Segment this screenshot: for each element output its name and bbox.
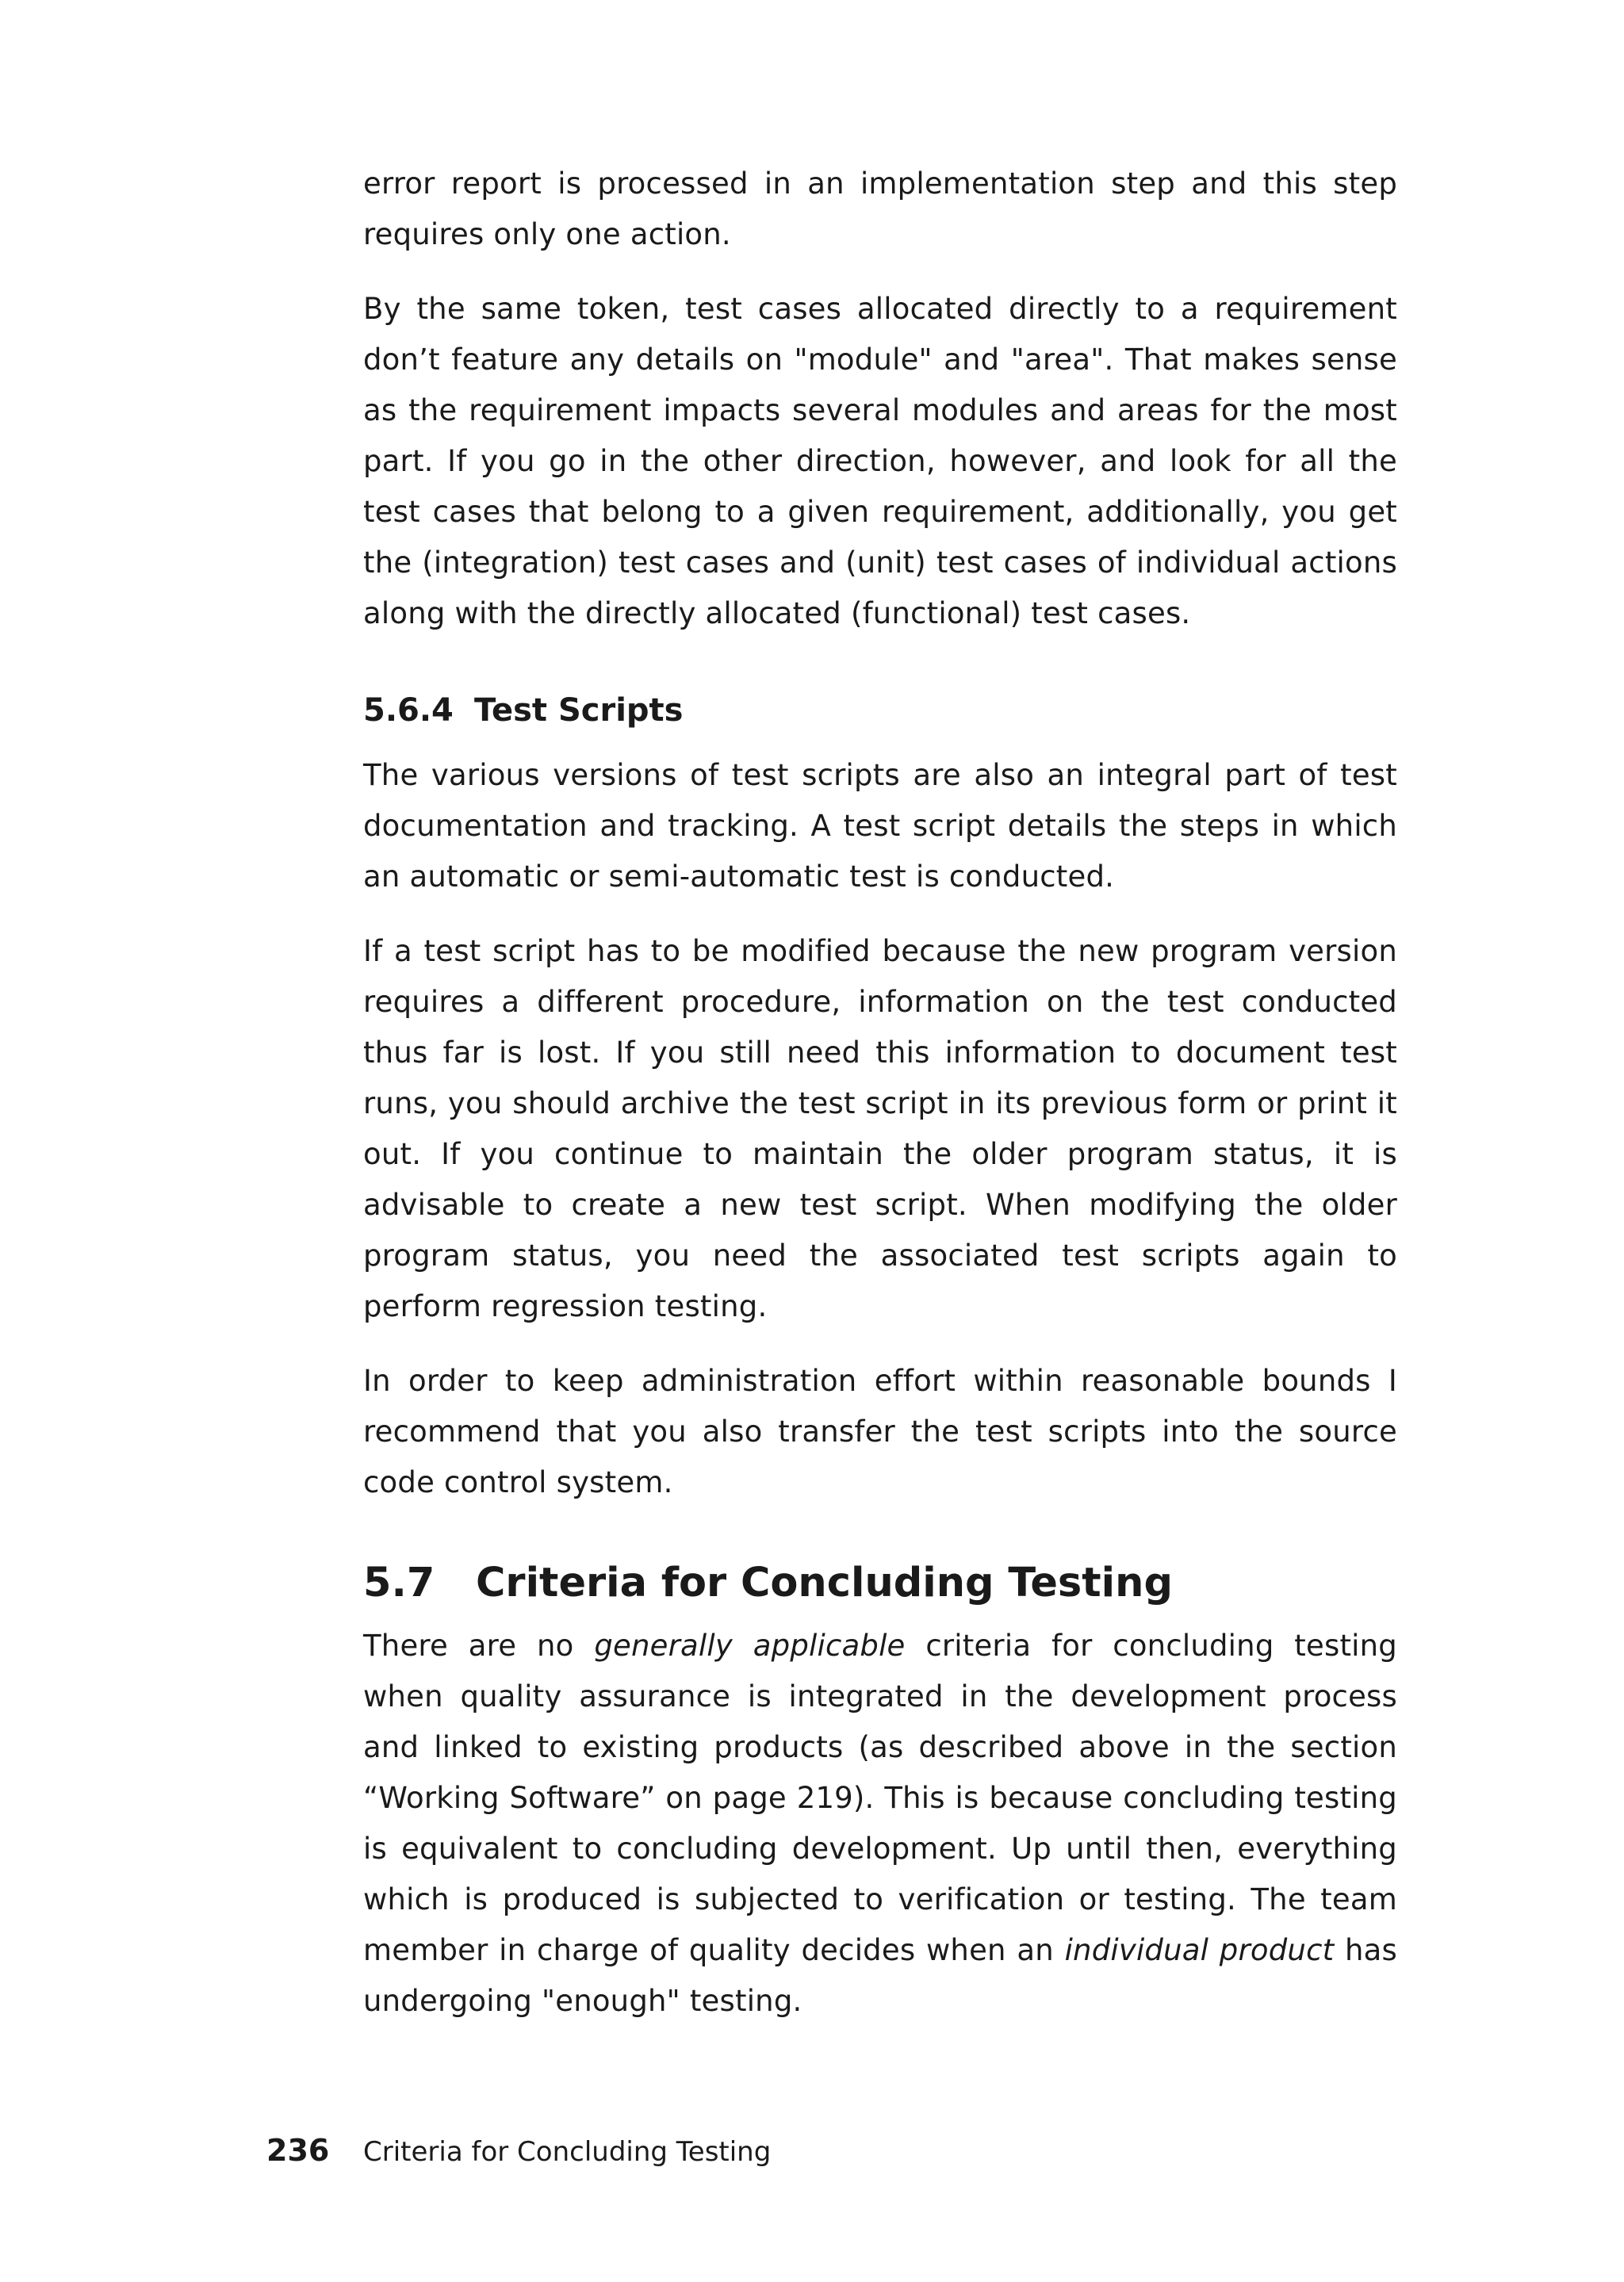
page-body — [363, 159, 1397, 2050]
paragraph-test-cases: By the same token, test cases allocated directly to a requirement don’t feature any details on "module" and "area". That makes sense as the requirement impacts several modules and areas for the most part. If you go in the other direction, however, and look for all the test cases that belong to a given requirement, additionally, you get the (integration) test cases and (unit) test cases of individual actions along with the directly allocated (functional) test cases. — [363, 292, 1397, 630]
page-footer — [266, 2131, 771, 2171]
section-title: Criteria for Concluding Testing — [476, 1560, 1173, 1606]
text-run: has undergoing "enough" testing. — [363, 1933, 1397, 2018]
paragraph-criteria — [363, 1621, 1397, 2027]
paragraph-test-scripts-2: If a test script has to be modified because the new program version requires a different procedure, information on the test conducted thus far is lost. If you still need this information to document test runs, you should archive the test script in its previous form or print it out. If you continue to maintain the older program status, it is advisable to create a new test script. When modifying the older program status, you need the associated test scripts again to perform regression testing. — [363, 934, 1397, 1323]
section-heading-criteria — [363, 1556, 1397, 1611]
section-number: 5.6.4 — [363, 692, 454, 729]
paragraph-test-scripts-3: In order to keep administration effort within reasonable bounds I recommend that you also transfer the test scripts into the source code control system. — [363, 1364, 1397, 1499]
emphasis-text: generally applicable — [594, 1629, 906, 1663]
section-title: Test Scripts — [474, 692, 684, 729]
text-run: criteria for concluding testing when quality assurance is integrated in the development process and linked to existing products (as described above in the section “Working Software” on page 219). This is because concluding testing is equivalent to concluding development. Up until then, everything which is produced is subjected to verification or testing. The team member in charge of quality decides when an — [363, 1629, 1397, 1967]
emphasis-text: individual product — [1064, 1933, 1335, 1967]
running-title: Criteria for Concluding Testing — [363, 2136, 772, 2168]
text-run: There are no — [363, 1629, 595, 1663]
page-number: 236 — [266, 2133, 330, 2168]
section-number: 5.7 — [363, 1560, 435, 1606]
section-heading-test-scripts — [363, 688, 1397, 733]
paragraph-test-scripts-1: The various versions of test scripts are also an integral part of test documentation and tracking. A test script details the steps in which an automatic or semi-automatic test is conducted. — [363, 758, 1397, 894]
paragraph-continuation: error report is processed in an implementation step and this step requires only one action. — [363, 167, 1397, 251]
